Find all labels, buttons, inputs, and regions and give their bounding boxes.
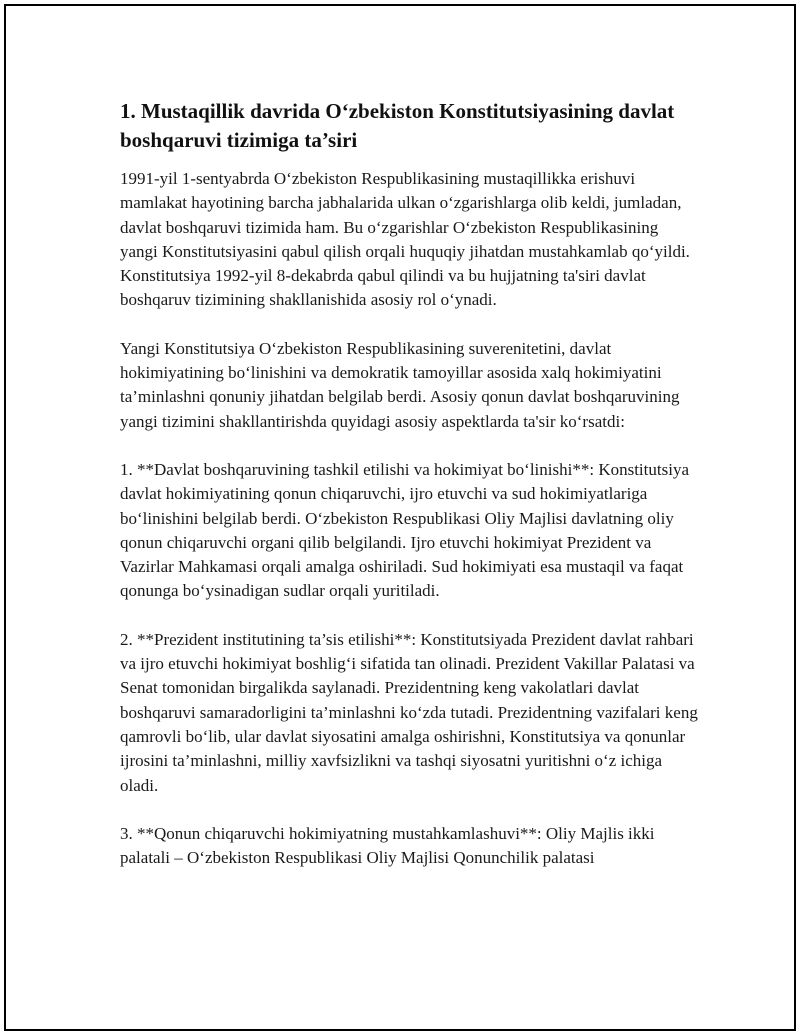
- paragraph-point-1: 1. **Davlat boshqaruvining tashkil etilishi va hokimiyat bo‘linishi**: Konstitutsiya davlat hokimiyatining qonun chiqaruvchi, ijro etuvchi va sud hokimiyatlariga bo‘linishini belgilab berdi. O‘zbekiston Respublikasi Oliy Majlisi davlatning oliy qonun chiqaruvchi organi qilib belgilandi. Ijro etuvchi hokimiyat Prezident va Vazirlar Mahkamasi orqali amalga oshiriladi. Sud hokimiyati esa mustaqil va faqat qonunga bo‘ysinadigan sudlar orqali yuritiladi.: [120, 459, 689, 601]
- paragraph-point-3: 3. **Qonun chiqaruvchi hokimiyatning mustahkamlashuvi**: Oliy Majlis ikki palatali – O‘zbekiston Respublikasi Oliy Majlisi Qonunchilik palatasi: [120, 823, 655, 868]
- paragraph-intro: 1991-yil 1-sentyabrda O‘zbekiston Respublikasining mustaqillikka erishuvi mamlakat hayotining barcha jabhalarida ulkan o‘zgarishlarga olib keldi, jumladan, davlat boshqaruvi tizimida ham. Bu o‘zgarishlar O‘zbekiston Respublikasining yangi Konstitutsiyasini qabul qilish orqali huquqiy jihatdan mustahkamlab qo‘yildi. Konstitutsiya 1992-yil 8-dekabrda qabul qilindi va bu hujjatning ta'siri davlat boshqaruv tizimining shakllanishida asosiy rol o‘ynadi.: [120, 169, 690, 310]
- paragraph-constitution: Yangi Konstitutsiya O‘zbekiston Respublikasining suverenitetini, davlat hokimiyatining bo‘linishini va demokratik tamoyillar asosida xalq hokimiyatini ta’minlashni qonuniy jihatdan belgilab berdi. Asosiy qonun davlat boshqaruvining yangi tizimini shakllantirishda quyidagi asosiy aspektlarda ta'sir ko‘rsatdi:: [120, 338, 680, 431]
- paragraph-point-2: 2. **Prezident institutining ta’sis etilishi**: Konstitutsiyada Prezident davlat rahbari va ijro etuvchi hokimiyat boshlig‘i sifatida tan olinadi. Prezident Vakillar Palatasi va Senat tomonidan birgalikda saylanadi. Prezidentning keng vakolatlari davlat boshqaruvi samaradorligini ta’minlashni ko‘zda tutadi. Prezidentning vazifalari keng qamrovli bo‘lib, ular davlat siyosatini amalga oshirishni, Konstitutsiya va qonunlar ijrosini ta’minlashni, milliy xavfsizlikni va tashqi siyosatni yuritishni o‘z ichiga oladi.: [120, 629, 698, 795]
- document-body: [120, 97, 700, 894]
- section-heading: 1. Mustaqillik davrida O‘zbekiston Konstitutsiyasining davlat boshqaruvi tizimiga ta’siri: [120, 99, 675, 152]
- document-page: [4, 4, 796, 1031]
